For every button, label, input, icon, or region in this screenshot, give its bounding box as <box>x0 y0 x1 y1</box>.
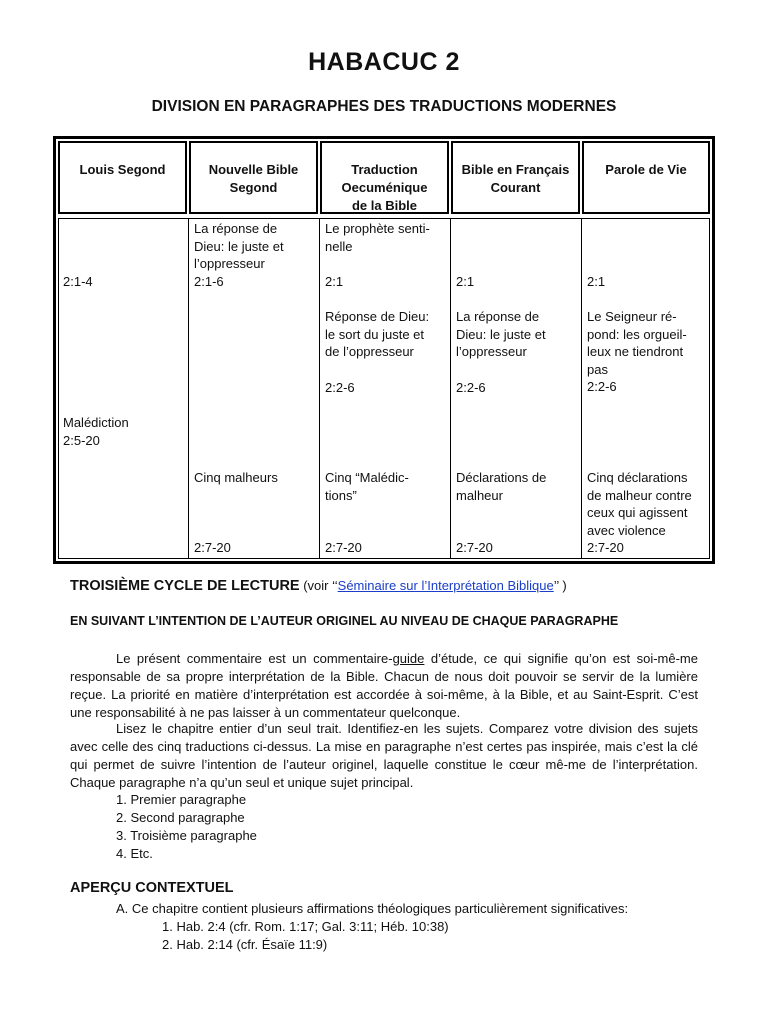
page-title: HABACUC 2 <box>308 48 460 76</box>
list-item: 1. Hab. 2:4 (cfr. Rom. 1:17; Gal. 3:11; Héb. 10:38) <box>162 919 449 934</box>
header-parole-de-vie: Parole de Vie <box>582 141 710 214</box>
context-subitems <box>162 918 449 954</box>
cell-pdv-4: 2:7-20 <box>587 540 624 555</box>
section-reading-cycle-heading <box>70 578 567 594</box>
reading-cycle-title: TROISIÈME CYCLE DE LECTURE <box>70 578 300 594</box>
cell-nbs-2: Cinq malheurs <box>194 470 278 485</box>
header-bible-francais-courant: Bible en Français Courant <box>451 141 580 214</box>
list-item: 2. Second paragraphe <box>116 810 245 825</box>
guide-word: guide <box>392 651 425 666</box>
list-item: 2. Hab. 2:14 (cfr. Ésaïe 11:9) <box>162 937 328 952</box>
cell-tob-1: Le prophète senti- nelle <box>325 221 430 254</box>
cell-nbs-1: La réponse de Dieu: le juste et l’oppresseur 2:1-6 <box>194 221 284 289</box>
cell-louis-segond-1: 2:1-4 <box>63 274 93 289</box>
paragraph-intro-start: Le présent commentaire est un commentaire- <box>116 651 393 666</box>
header-traduction-oecumenique: Traduction Oecuménique de la Bible <box>320 141 449 214</box>
context-item-a: A. Ce chapitre contient plusieurs affirmations théologiques particulièrement significatives: <box>116 901 629 916</box>
list-item: 4. Etc. <box>116 846 153 861</box>
list-item: 1. Premier paragraphe <box>116 792 247 807</box>
column-divider <box>450 218 451 559</box>
section-subheading: EN SUIVANT L’INTENTION DE L’AUTEUR ORIGINEL AU NIVEAU DE CHAQUE PARAGRAPHE <box>70 614 619 628</box>
column-divider <box>581 218 582 559</box>
reading-cycle-paren-open: (voir ‘‘ <box>299 578 338 593</box>
paragraph-instructions: Lisez le chapitre entier d’un seul trait. Identifiez-en les sujets. Comparez votre division des sujets avec celle des cinq traductions ci-dessus. La mise en paragraphe n’est certes pas inspirée, mais c’est la clé qui permet de suivre l’intention de l’auteur originel, laquelle constitue le cœur mê-me de l’interprétation. Chaque paragraphe n’a qu’un seul et unique sujet principal. <box>70 721 698 790</box>
list-item: 3. Troisième paragraphe <box>116 828 257 843</box>
paragraph-intro-rest: d’étude, ce qui signifie qu’on est soi-mê-me responsable de sa propre interprétation de la Bible. Chacun de nous doit pouvoir se servir de la lumière reçue. La priorité en matière d’interprétation est accordée à soi-même, à la Bible, et au Saint-Esprit. C’est une responsabilité à ne pas laisser à un commentateur quelconque. <box>70 651 698 720</box>
seminar-link[interactable]: Séminaire sur l’Interprétation Biblique <box>337 578 554 593</box>
column-divider <box>319 218 320 559</box>
paragraph-intro <box>70 650 698 722</box>
cell-louis-segond-2: Malédiction 2:5-20 <box>63 415 129 448</box>
page-subtitle: DIVISION EN PARAGRAPHES DES TRADUCTIONS MODERNES <box>151 98 617 115</box>
paragraph-list <box>116 791 257 863</box>
cell-pdv-1: 2:1 <box>587 274 606 289</box>
header-nouvelle-bible-segond: Nouvelle Bible Segond <box>189 141 318 214</box>
cell-tob-3: Réponse de Dieu: le sort du juste et de l’oppresseur <box>325 309 430 360</box>
header-louis-segond: Louis Segond <box>58 141 187 214</box>
cell-tob-2: 2:1 <box>325 274 344 289</box>
cell-bfc-1: 2:1 <box>456 274 475 289</box>
cell-bfc-4: Déclarations de malheur <box>456 470 547 503</box>
cell-pdv-3: Cinq déclarations de malheur contre ceux qui agissent avec violence <box>587 470 692 538</box>
cell-nbs-3: 2:7-20 <box>194 540 231 555</box>
cell-tob-4: 2:2-6 <box>325 380 355 395</box>
cell-bfc-3: 2:2-6 <box>456 380 486 395</box>
reading-cycle-paren-close: ’’ ) <box>553 578 567 593</box>
cell-bfc-2: La réponse de Dieu: le juste et l’oppresseur <box>456 309 546 360</box>
cell-tob-5: Cinq “Malédic- tions” <box>325 470 409 503</box>
cell-tob-6: 2:7-20 <box>325 540 362 555</box>
cell-pdv-2: Le Seigneur ré- pond: les orgueil- leux ne tiendront pas 2:2-6 <box>587 309 687 395</box>
section-context-heading: APERÇU CONTEXTUEL <box>70 880 234 896</box>
cell-bfc-5: 2:7-20 <box>456 540 493 555</box>
translations-table <box>53 136 715 564</box>
column-divider <box>188 218 189 559</box>
